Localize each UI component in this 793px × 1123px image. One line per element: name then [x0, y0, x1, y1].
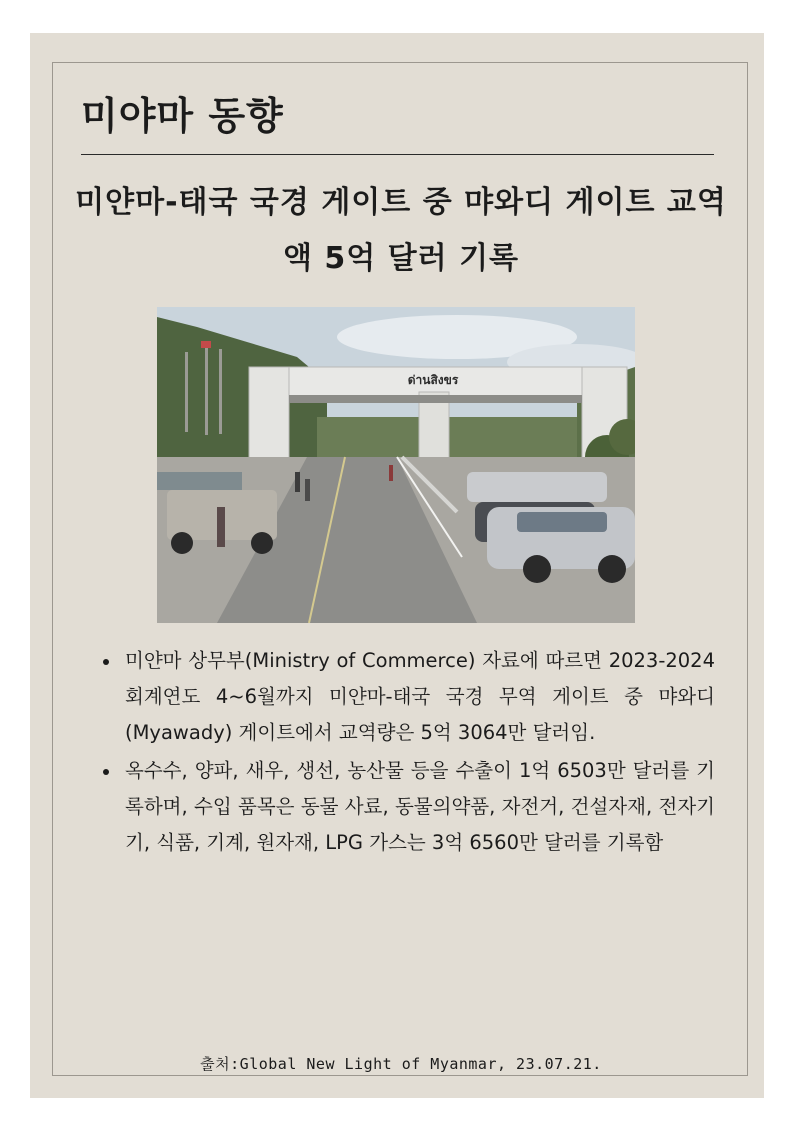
document-page	[30, 33, 764, 1098]
content-frame	[52, 62, 748, 1076]
bullet-text: 미얀마 상무부(Ministry of Commerce) 자료에 따르면 2023-2024 회계연도 4~6월까지 미얀마-태국 국경 무역 게이트 중 먀와디(Myawady) 게이트에서 교역량은 5억 3064만 달러임.	[125, 649, 715, 744]
section-title: 미야마 동향	[81, 94, 284, 138]
source-citation: 출처:Global New Light of Myanmar, 23.07.21.	[200, 1055, 602, 1073]
article-bullet-list	[103, 643, 715, 863]
bullet-text: 옥수수, 양파, 새우, 생선, 농산물 등을 수출이 1억 6503만 달러를 기록하며, 수입 품목은 동물 사료, 동물의약품, 자전거, 건설자재, 전자기기, 식품, 기계, 원자재, LPG 가스는 3억 6560만 달러를 기록함	[125, 759, 715, 854]
article-headline: 미얀마-태국 국경 게이트 중 먀와디 게이트 교역액 5억 달러 기록	[75, 185, 727, 276]
border-gate-photo	[157, 307, 635, 623]
bullet-item	[103, 753, 715, 861]
border-gate-illustration	[157, 307, 635, 623]
title-divider	[81, 154, 714, 155]
gate-sign-text: ด่านสิงขร	[407, 373, 459, 387]
bullet-item	[103, 643, 715, 751]
flag-icon	[201, 341, 211, 348]
bullet-dot-icon	[103, 769, 109, 775]
bullet-dot-icon	[103, 659, 109, 665]
